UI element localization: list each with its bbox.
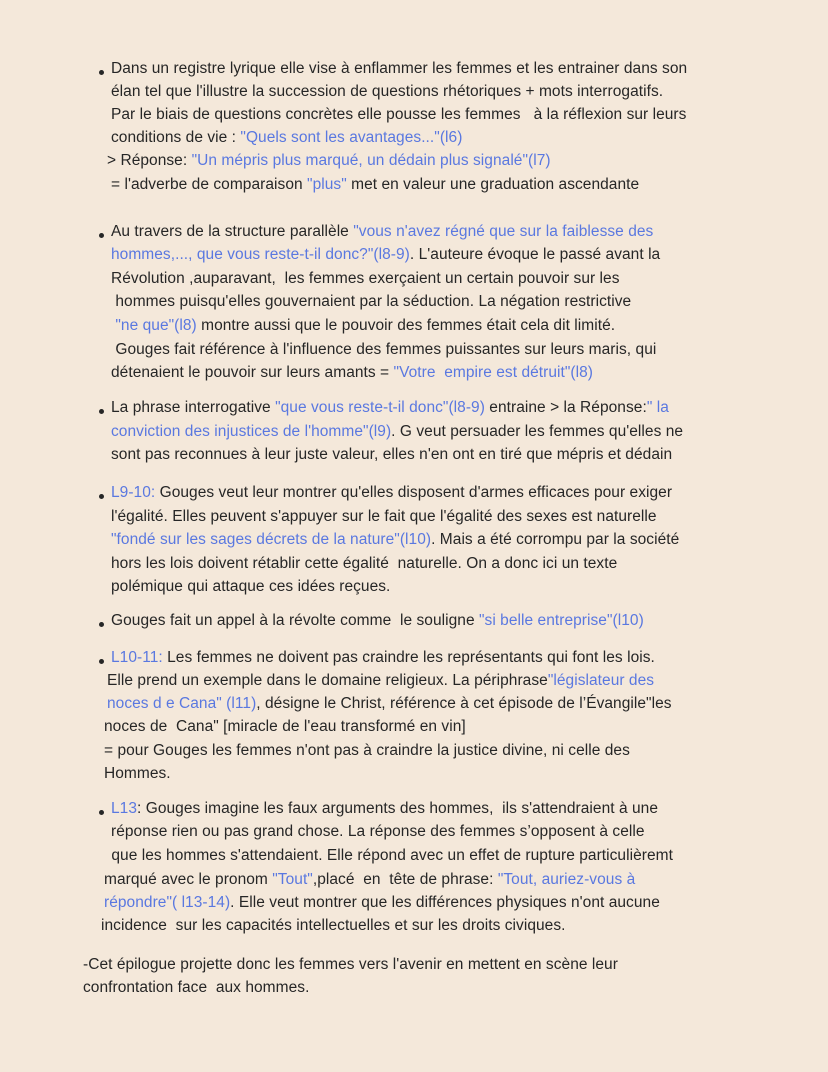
quotation: conviction des injustices de l'homme"(l9) xyxy=(111,423,392,440)
text-line xyxy=(111,507,657,527)
quotation: hommes,..., que vous reste-t-il donc?"(l8-9) xyxy=(111,246,410,263)
quotation: noces d e Cana" (l11) xyxy=(107,695,257,712)
text-segment: : Gouges imagine les faux arguments des hommes, ils s'attendraient à une xyxy=(137,800,658,817)
text-line xyxy=(111,822,645,842)
quotation: "que vous reste-t-il donc"(l8-9) xyxy=(275,399,485,416)
text-segment: met en valeur une graduation ascendante xyxy=(346,176,640,193)
text-line xyxy=(111,82,663,102)
text-line xyxy=(111,222,653,242)
bullet-point-icon xyxy=(99,233,104,238)
text-line xyxy=(111,340,656,360)
text-line xyxy=(111,59,687,79)
quotation: "Votre empire est détruit"(l8) xyxy=(393,364,594,381)
text-segment: ,placé en tête de phrase: xyxy=(312,871,498,888)
text-segment: Dans un registre lyrique elle vise à enflammer les femmes et les entrainer dans son xyxy=(111,60,688,77)
text-line xyxy=(107,846,673,866)
text-segment: confrontation face aux hommes. xyxy=(83,979,310,996)
quotation: " la xyxy=(646,399,669,416)
bullet-point-icon xyxy=(99,622,104,627)
text-segment: hommes puisqu'elles gouvernaient par la séduction. La négation restrictive xyxy=(111,293,632,310)
text-line xyxy=(111,422,683,442)
quotation: L9-10: xyxy=(111,484,156,501)
text-line xyxy=(107,694,672,714)
text-line xyxy=(111,245,660,265)
text-segment: que les hommes s'attendaient. Elle répond avec un effet de rupture particulièremt xyxy=(107,847,673,864)
text-segment: Gouges veut leur montrer qu'elles disposent d'armes efficaces pour exiger xyxy=(155,484,673,501)
text-segment: polémique qui attaque ces idées reçues. xyxy=(111,578,391,595)
text-segment: réponse rien ou pas grand chose. La réponse des femmes s’opposent à celle xyxy=(111,823,645,840)
text-segment: l'égalité. Elles peuvent s'appuyer sur le fait que l'égalité des sexes est naturelle xyxy=(111,508,657,525)
text-line xyxy=(111,105,686,125)
text-line xyxy=(101,916,566,936)
text-line xyxy=(111,648,655,668)
quotation: "législateur des xyxy=(547,672,655,689)
text-line xyxy=(111,445,672,465)
bullet-point-icon xyxy=(99,409,104,414)
text-segment: conditions de vie : xyxy=(111,129,241,146)
text-line xyxy=(104,893,660,913)
text-segment: . G veut persuader les femmes qu'elles ne xyxy=(391,423,684,440)
text-segment: Les femmes ne doivent pas craindre les représentants qui font les lois. xyxy=(162,649,655,666)
quotation: "Quels sont les avantages..."(l6) xyxy=(240,129,463,146)
text-segment: sont pas reconnues à leur juste valeur, elles n'en ont en tiré que mépris et dédain xyxy=(111,446,673,463)
text-line xyxy=(111,611,644,631)
text-segment: élan tel que l'illustre la succession de questions rhétoriques + mots interrogatifs. xyxy=(111,83,664,100)
text-line xyxy=(111,554,617,574)
text-line xyxy=(104,870,635,890)
text-line xyxy=(83,955,618,975)
text-line xyxy=(111,175,639,195)
text-segment: Elle prend un exemple dans le domaine religieux. La périphrase xyxy=(107,672,548,689)
text-segment: incidence sur les capacités intellectuelles et sur les droits civiques. xyxy=(101,917,566,934)
quotation: "Un mépris plus marqué, un dédain plus signalé"(l7) xyxy=(191,152,551,169)
text-line xyxy=(111,799,658,819)
text-line xyxy=(111,483,672,503)
text-segment: > Réponse: xyxy=(107,152,192,169)
text-segment: -Cet épilogue projette donc les femmes vers l'avenir en mettent en scène leur xyxy=(83,956,618,973)
text-segment: , désigne le Christ, référence à cet épisode de l’Évangile"les xyxy=(256,695,672,712)
text-line xyxy=(104,741,630,761)
text-segment: . L'auteure évoque le passé avant la xyxy=(409,246,661,263)
text-line xyxy=(111,316,615,336)
text-line xyxy=(111,398,669,418)
text-segment: noces de Cana" [miracle de l'eau transformé en vin] xyxy=(104,718,466,735)
bullet-point-icon xyxy=(99,659,104,664)
bullet-point-icon xyxy=(99,810,104,815)
quotation: "plus" xyxy=(307,176,347,193)
text-segment: marqué avec le pronom xyxy=(104,871,273,888)
text-line xyxy=(111,530,679,550)
text-line xyxy=(111,292,631,312)
text-line xyxy=(111,269,620,289)
text-segment: Révolution ,auparavant, les femmes exerçaient un certain pouvoir sur les xyxy=(111,270,620,287)
quotation: répondre"( l13-14) xyxy=(104,894,231,911)
text-segment: détenaient le pouvoir sur leurs amants = xyxy=(111,364,394,381)
text-segment: La phrase interrogative xyxy=(111,399,276,416)
quotation: "Tout" xyxy=(272,871,313,888)
text-segment: entraine > la Réponse: xyxy=(484,399,647,416)
text-segment: = l'adverbe de comparaison xyxy=(111,176,308,193)
text-segment: Au travers de la structure parallèle xyxy=(111,223,354,240)
quotation: "ne que"(l8) xyxy=(111,317,197,334)
quotation: L13 xyxy=(111,800,138,817)
text-line xyxy=(83,978,309,998)
text-segment: . Mais a été corrompu par la société xyxy=(431,531,680,548)
quotation: "fondé sur les sages décrets de la nature"(l10) xyxy=(111,531,432,548)
text-line xyxy=(104,764,171,784)
quotation: "vous n'avez régné que sur la faiblesse des xyxy=(353,223,654,240)
text-line xyxy=(111,363,593,383)
text-line xyxy=(107,151,551,171)
text-segment: Par le biais de questions concrètes elle pousse les femmes à la réflexion sur leurs xyxy=(111,106,687,123)
text-segment: Gouges fait référence à l'influence des femmes puissantes sur leurs maris, qui xyxy=(111,341,657,358)
text-line xyxy=(111,128,462,148)
text-segment: montre aussi que le pouvoir des femmes était cela dit limité. xyxy=(196,317,616,334)
text-segment: . Elle veut montrer que les différences physiques n'ont aucune xyxy=(230,894,660,911)
quotation: "Tout, auriez-vous à xyxy=(497,871,636,888)
bullet-point-icon xyxy=(99,494,104,499)
quotation: "si belle entreprise"(l10) xyxy=(478,612,644,629)
text-segment: hors les lois doivent rétablir cette égalité naturelle. On a donc ici un texte xyxy=(111,555,618,572)
text-line xyxy=(104,717,466,737)
text-segment: Gouges fait un appel à la révolte comme le souligne xyxy=(111,612,479,629)
text-line xyxy=(111,577,390,597)
bullet-point-icon xyxy=(99,70,104,75)
text-segment: = pour Gouges les femmes n'ont pas à craindre la justice divine, ni celle des xyxy=(104,742,630,759)
text-segment: Hommes. xyxy=(104,765,171,782)
text-line xyxy=(107,671,654,691)
quotation: L10-11: xyxy=(111,649,163,666)
